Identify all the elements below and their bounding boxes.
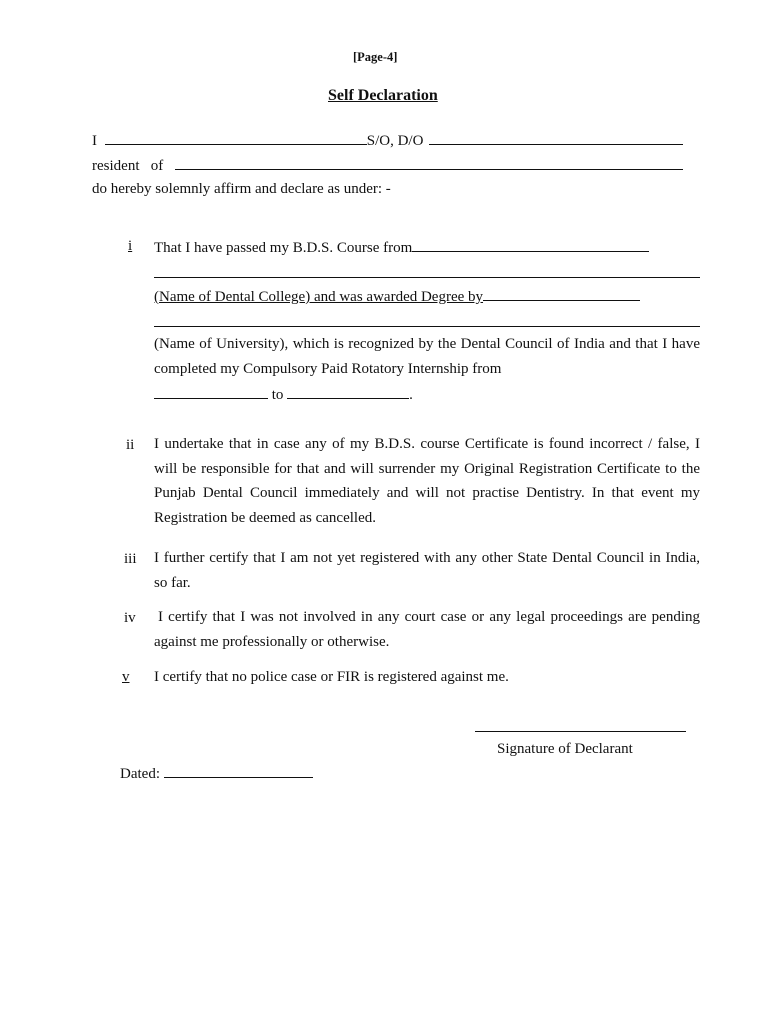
signature-label: Signature of Declarant: [497, 741, 633, 757]
intro-i-label: I: [92, 133, 97, 149]
item-number-ii: ii: [126, 437, 135, 453]
item-i-text-1: That I have passed my B.D.S. Course from: [154, 240, 413, 256]
item-i-line1: [154, 237, 649, 257]
page-title: Self Declaration: [328, 87, 438, 104]
item-i-line3: [154, 286, 640, 306]
intro-line-residence: [92, 155, 683, 175]
dated-label: Dated:: [120, 766, 160, 782]
item-i-para-text: (Name of University), which is recognized by the Dental Council of India and that I have completed my Compulsory Paid Rotatory Internship from: [154, 336, 700, 377]
name-blank[interactable]: [105, 130, 367, 145]
dental-college-blank-2[interactable]: [154, 277, 700, 278]
item-i-text-3: (Name of Dental College) and was awarded Degree by: [154, 289, 484, 305]
internship-to-blank[interactable]: [287, 384, 409, 399]
date-blank[interactable]: [164, 763, 313, 778]
parent-name-blank[interactable]: [429, 130, 683, 145]
period: .: [409, 387, 413, 403]
to-label: to: [271, 387, 284, 403]
item-iv-text: I certify that I was not involved in any court case or any legal proceedings are pending against me professionally or otherwise.: [154, 609, 700, 650]
item-number-v: v: [122, 669, 130, 685]
university-blank[interactable]: [483, 286, 640, 301]
item-number-iv: iv: [124, 610, 136, 626]
internship-dates-line: [154, 384, 413, 404]
university-blank-2[interactable]: [154, 326, 700, 327]
resident-of-label: resident of: [92, 158, 164, 174]
item-number-i: i: [128, 238, 133, 254]
so-do-label: S/O, D/O: [366, 133, 424, 149]
internship-from-blank[interactable]: [154, 384, 268, 399]
item-iv-paragraph: [154, 605, 700, 654]
item-number-iii: iii: [124, 551, 137, 567]
item-iii-paragraph: [154, 546, 700, 595]
item-iii-text: I further certify that I am not yet registered with any other State Dental Council in India, so far.: [154, 550, 700, 591]
dated-line: [120, 763, 313, 783]
residence-blank[interactable]: [175, 155, 683, 170]
item-v-text: I certify that no police case or FIR is registered against me.: [154, 669, 509, 685]
affirm-line: do hereby solemnly affirm and declare as under: -: [92, 181, 391, 197]
item-i-paragraph: [154, 332, 700, 381]
item-ii-text: I undertake that in case any of my B.D.S. course Certificate is found incorrect / false, I will be responsible for that and will surrender my Original Registration Certificate to the Punjab Dental Council immediately and will not practise Dentistry. In that event my Registration be deemed as cancelled.: [154, 436, 700, 526]
page-label: [Page-4]: [353, 50, 398, 64]
dental-college-blank[interactable]: [412, 237, 649, 252]
item-ii-paragraph: [154, 432, 700, 530]
intro-line-name: [92, 130, 683, 150]
signature-blank[interactable]: [475, 731, 686, 732]
